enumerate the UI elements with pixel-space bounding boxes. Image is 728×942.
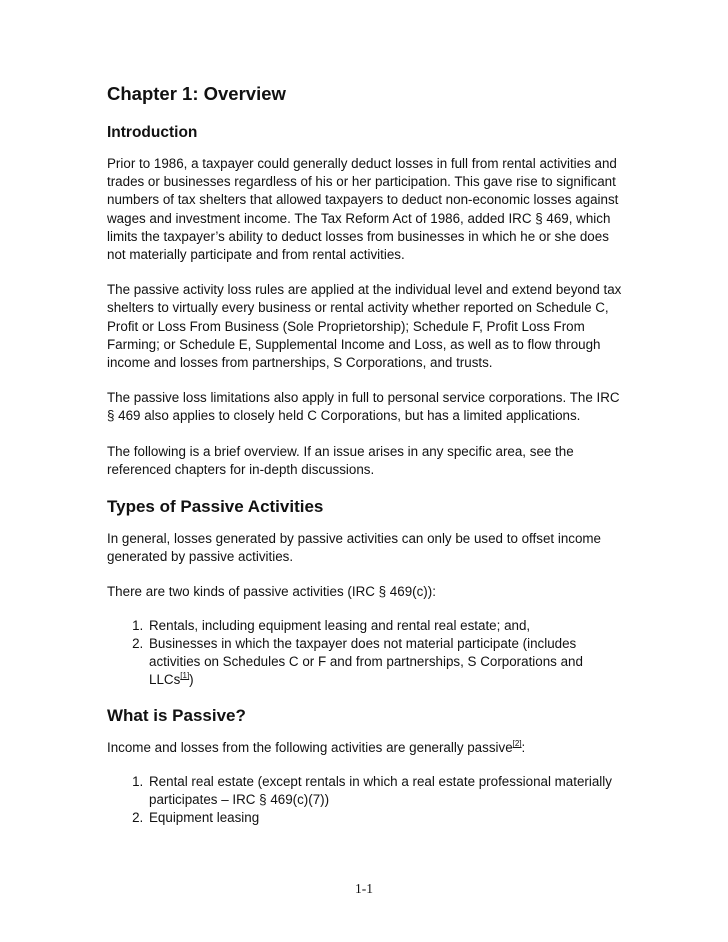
types-list-item: 1. Rentals, including equipment leasing and rental real estate; and, bbox=[147, 617, 627, 635]
passive-list-item: 1. Rental real estate (except rentals in which a real estate professional materially participates – IRC § 469(c)(7)) bbox=[147, 773, 627, 809]
passive-list bbox=[107, 773, 627, 828]
intro-paragraph-4: The following is a brief overview. If an issue arises in any specific area, see the referenced chapters for in-depth discussions. bbox=[107, 443, 574, 477]
intro-paragraph-1: Prior to 1986, a taxpayer could generally deduct losses in full from rental activities and trades or businesses regardless of his or her participation. This gave rise to significant numbers of tax shelters that allowed taxpayers to deduct non-economic losses against wages and investment income. The Tax Reform Act of 1986, added IRC § 469, which limits the taxpayer’s ability to deduct losses from businesses in which he or she does not materially participate and from rental activities. bbox=[107, 156, 619, 263]
footnote-ref-2[interactable]: [2] bbox=[512, 739, 522, 749]
types-paragraph-2: There are two kinds of passive activities (IRC § 469(c)): bbox=[107, 584, 436, 600]
intro-paragraph-2: The passive activity loss rules are applied at the individual level and extend beyond tax shelters to virtually every business or rental activity whether reported on Schedule C, Profit or Loss From Business (Sole Proprietorship); Schedule F, Profit Loss From Farming; or Schedule E, Supplemental Income and Loss, as well as to flow through income and losses from partnerships, S Corporations, and trusts. bbox=[107, 282, 622, 371]
passive-list-item: 2. Equipment leasing bbox=[147, 809, 627, 827]
introduction-heading: Introduction bbox=[107, 124, 198, 141]
passive-intro: Income and losses from the following activities are generally passive[2]: bbox=[107, 739, 526, 756]
page-number: 1-1 bbox=[355, 881, 373, 896]
types-heading: Types of Passive Activities bbox=[107, 497, 324, 517]
page-content bbox=[107, 82, 627, 843]
types-list bbox=[107, 617, 627, 690]
types-list-item: 2. Businesses in which the taxpayer does not material participate (includes activities on Schedules C or F and from partnerships, S Corporations and LLCs[1]) bbox=[147, 635, 627, 690]
what-is-passive-heading: What is Passive? bbox=[107, 706, 246, 726]
chapter-title: Chapter 1: Overview bbox=[107, 83, 286, 104]
footnote-ref-1[interactable]: [1] bbox=[180, 671, 190, 681]
types-paragraph-1: In general, losses generated by passive activities can only be used to offset income generated by passive activities. bbox=[107, 531, 602, 565]
intro-paragraph-3: The passive loss limitations also apply in full to personal service corporations. The IRC § 469 also applies to closely held C Corporations, but has a limited applications. bbox=[107, 390, 620, 424]
